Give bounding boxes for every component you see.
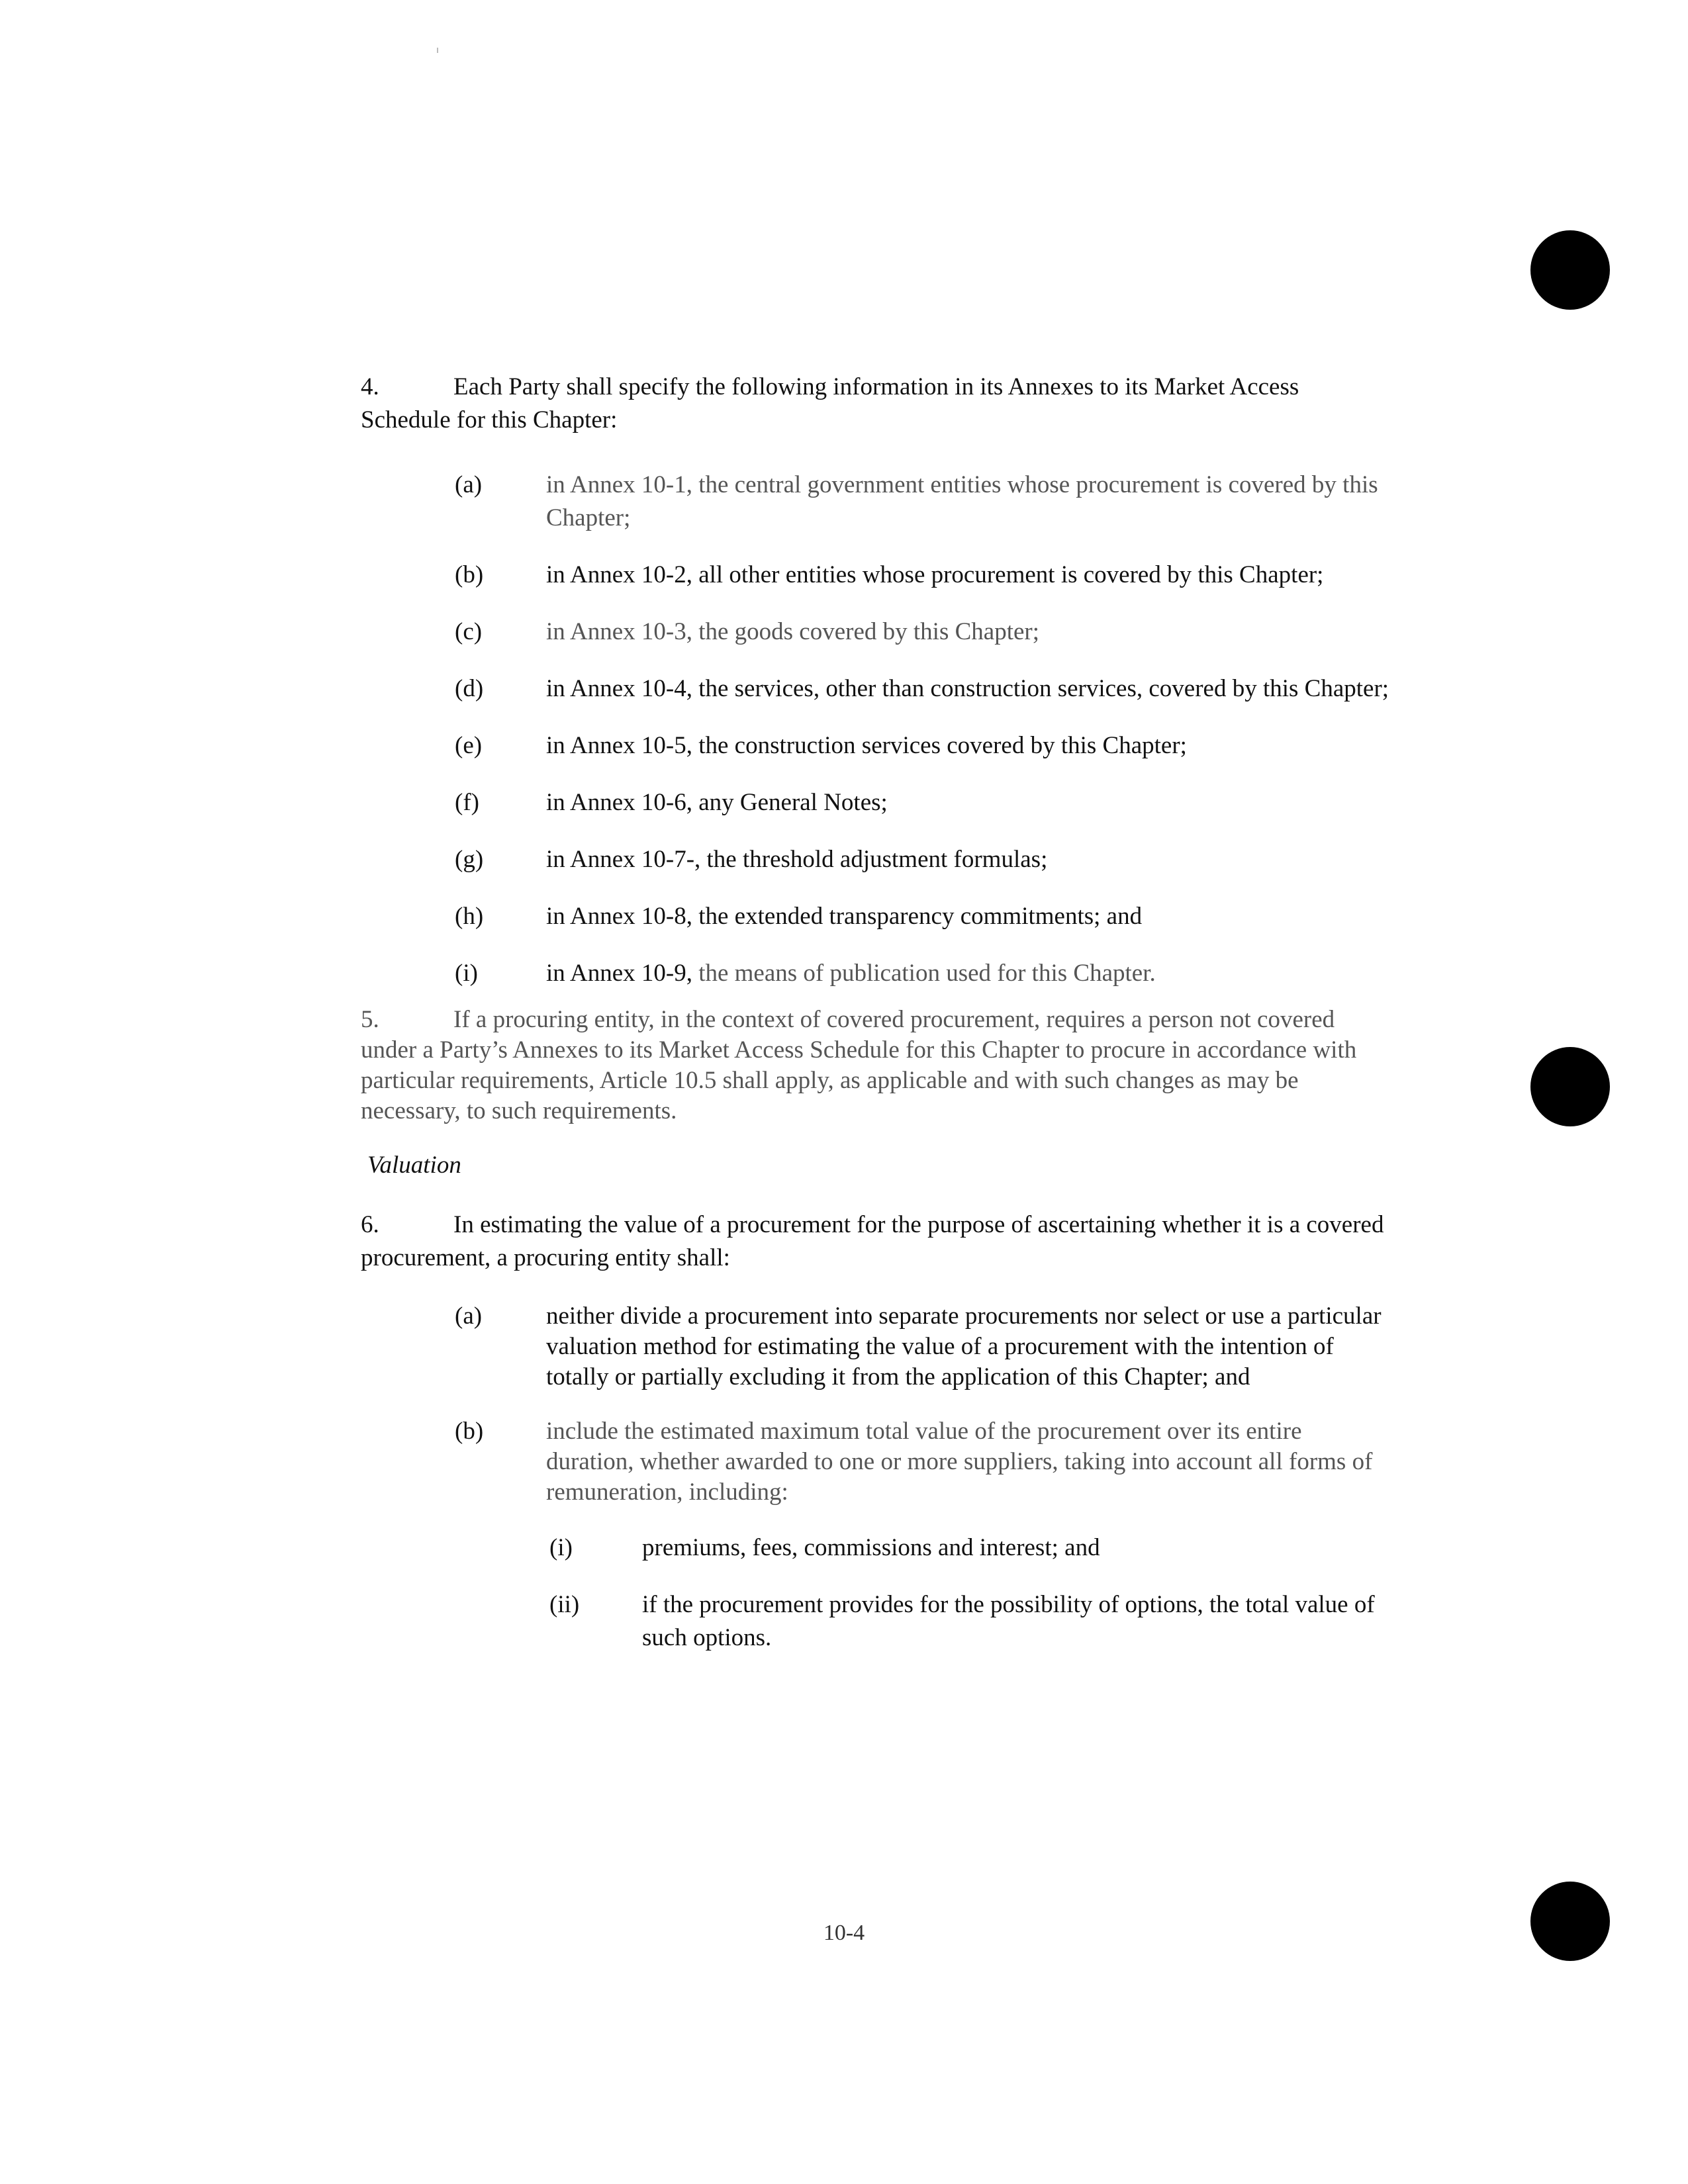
item-mark: (f) <box>455 789 479 816</box>
list-item-4d <box>361 672 1393 705</box>
item-text: in Annex 10-8, the extended transparency commitments; and <box>546 903 1143 930</box>
list-item-6a <box>361 1301 1393 1392</box>
paragraph-text: If a procuring entity, in the context of covered procurement, requires a person not covered under a Party’s Annexes to its Market Access Schedule for this Chapter to procure in accordance with particular requirements, Article 10.5 shall apply, as applicable and with such changes as may be necessary, to such requirements. <box>361 1006 1357 1124</box>
item-text: if the procurement provides for the possibility of options, the total value of such options. <box>642 1591 1375 1651</box>
page-number: 10-4 <box>823 1921 865 1945</box>
paragraph-text: In estimating the value of a procurement for the purpose of ascertaining whether it is a covered procurement, a procuring entity shall: <box>361 1211 1384 1271</box>
scan-speck <box>437 48 438 53</box>
item-mark: (b) <box>455 1418 484 1445</box>
sub-item-6b-i <box>361 1531 1393 1565</box>
item-mark: (h) <box>455 903 484 930</box>
item-text: in Annex 10-6, any General Notes; <box>546 789 888 816</box>
list-item-4i <box>361 957 1393 990</box>
list-item-6b <box>361 1416 1393 1508</box>
list-item-4e <box>361 729 1393 762</box>
list-item-4g <box>361 843 1393 876</box>
item-mark: (e) <box>455 732 483 759</box>
paragraph-4 <box>361 371 1393 437</box>
paragraph-number: 6. <box>361 1211 379 1238</box>
item-mark: (a) <box>455 1302 483 1330</box>
punch-hole-top <box>1530 230 1610 310</box>
sub-item-6b-ii <box>361 1588 1393 1655</box>
item-mark: (i) <box>549 1534 573 1561</box>
item-text: in Annex 10-1, the central government entities whose procurement is covered by this Chapter; <box>546 471 1378 531</box>
paragraph-text: Each Party shall specify the following information in its Annexes to its Market Access Schedule for this Chapter: <box>361 373 1299 433</box>
paragraph-number: 5. <box>361 1006 379 1033</box>
punch-hole-middle <box>1530 1047 1610 1126</box>
item-mark: (c) <box>455 618 483 645</box>
item-mark: (g) <box>455 846 484 873</box>
item-text: premiums, fees, commissions and interest; and <box>642 1534 1100 1561</box>
item-text: in Annex 10-2, all other entities whose procurement is covered by this Chapter; <box>546 561 1324 588</box>
paragraph-6 <box>361 1208 1393 1275</box>
item-text: in Annex 10-5, the construction services covered by this Chapter; <box>546 732 1187 759</box>
paragraph-number: 4. <box>361 373 379 400</box>
item-text <box>546 957 1393 990</box>
item-text: in Annex 10-4, the services, other than construction services, covered by this Chapter; <box>546 675 1389 702</box>
paragraph-5 <box>361 1005 1393 1126</box>
item-mark: (a) <box>455 471 483 498</box>
list-item-4f <box>361 786 1393 819</box>
item-mark: (d) <box>455 675 484 702</box>
item-mark: (ii) <box>549 1591 580 1618</box>
list-item-4c <box>361 615 1393 649</box>
list-item-4h <box>361 900 1393 933</box>
item-text: in Annex 10-7-, the threshold adjustment formulas; <box>546 846 1048 873</box>
section-heading-valuation: Valuation <box>367 1152 461 1179</box>
item-mark: (i) <box>455 960 478 987</box>
item-text-part: in Annex 10-9, <box>546 960 692 987</box>
list-item-4a <box>361 469 1393 535</box>
item-text: in Annex 10-3, the goods covered by this Chapter; <box>546 618 1040 645</box>
item-text: include the estimated maximum total value of the procurement over its entire duration, whether awarded to one or more suppliers, taking into account all forms of remuneration, including: <box>546 1418 1373 1506</box>
document-body <box>361 371 1393 1678</box>
item-text-part: the means of publication used for this Chapter. <box>692 960 1156 987</box>
list-item-4b <box>361 559 1393 592</box>
item-mark: (b) <box>455 561 484 588</box>
item-text: neither divide a procurement into separate procurements nor select or use a particular valuation method for estimating the value of a procurement with the intention of totally or partially excluding it from the application of this Chapter; and <box>546 1302 1382 1390</box>
